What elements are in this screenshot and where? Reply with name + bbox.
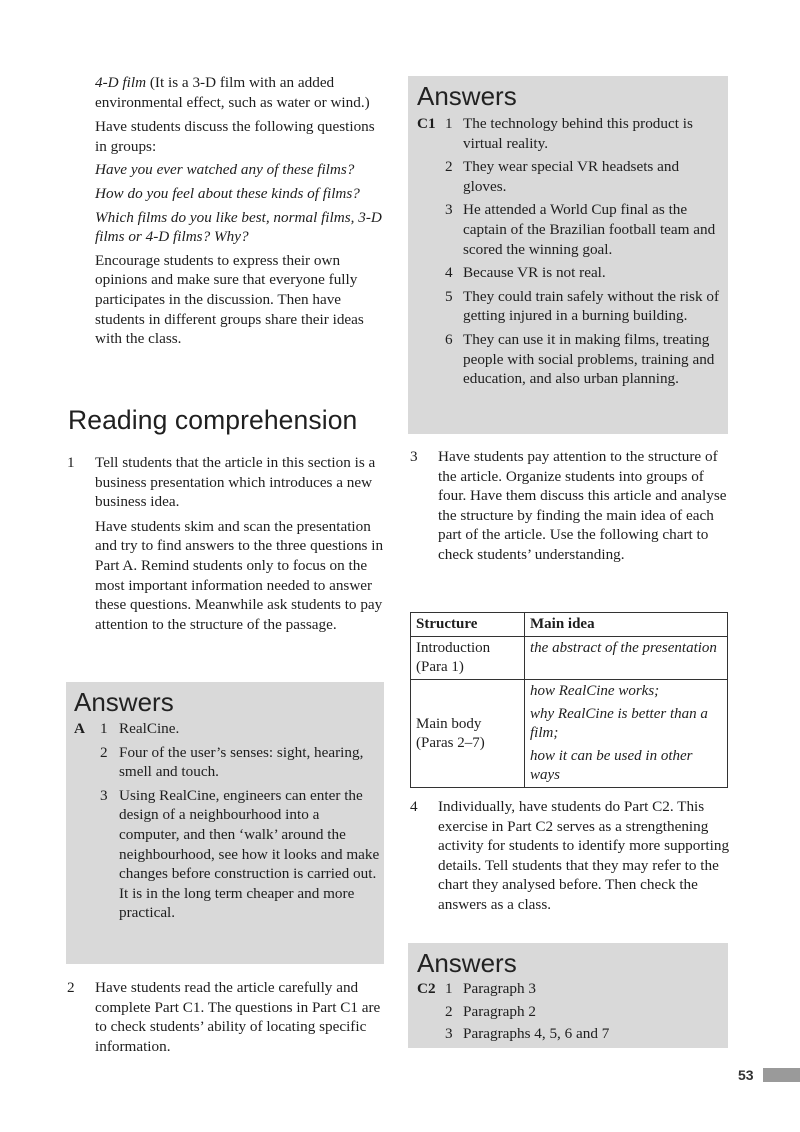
- answer-text: Paragraphs 4, 5, 6 and 7: [463, 1025, 610, 1043]
- answer-text: Four of the user’s senses: sight, hearing, smell and touch.: [119, 743, 364, 781]
- table-cell-structure: Introduction (Para 1): [411, 637, 525, 680]
- answer-text: They could train safely without the risk of getting injured in a burning building.: [463, 287, 720, 325]
- answer-item: [417, 157, 723, 196]
- discuss-instruction: Have students discuss the following questions in groups:: [95, 118, 375, 155]
- step-2: [67, 978, 385, 1056]
- film-definition: [95, 73, 385, 112]
- answers-box-c1: [408, 76, 728, 434]
- table-row: [411, 637, 728, 680]
- answer-number: 3: [445, 1025, 453, 1043]
- answer-label: C2: [417, 980, 436, 997]
- answers-c2-list: [417, 979, 723, 1044]
- step-3: [410, 447, 730, 565]
- structure-table: [410, 612, 728, 788]
- step-2-text: Have students read the article carefully and complete Part C1. The questions in Part C1 are to check students’ ability of locating specific information.: [95, 979, 381, 1055]
- answer-number: 3: [100, 786, 108, 804]
- answers-c1-list: [417, 114, 723, 389]
- table-cell-ideas: [525, 680, 728, 788]
- answer-item: [417, 114, 723, 153]
- answer-text: They can use it in making films, treating people with social problems, training and education, and also urban planning.: [463, 330, 715, 388]
- idea-line: how RealCine works;: [530, 683, 660, 699]
- answer-item: [417, 979, 723, 999]
- answer-text: They wear special VR headsets and gloves.: [463, 158, 680, 195]
- answer-number: 3: [445, 201, 453, 219]
- answer-number: 1: [445, 980, 453, 997]
- table-header-structure: Structure: [411, 613, 525, 637]
- film-term: 4-D film: [95, 74, 147, 91]
- answer-number: 2: [445, 158, 453, 176]
- answers-title: Answers: [417, 948, 517, 978]
- answers-a-list: [74, 719, 380, 923]
- answer-text: Paragraph 3: [463, 980, 536, 997]
- answer-text: Paragraph 2: [463, 1002, 536, 1020]
- answer-item: [74, 719, 380, 739]
- step-4-text: Individually, have students do Part C2. This exercise in Part C2 serves as a strengthening activity for students to identify more supporting details. Tell students that they may refer to the chart they analysed before. Then check the answers as a class.: [438, 798, 730, 913]
- step-4: [410, 797, 730, 915]
- answers-title: Answers: [417, 81, 517, 111]
- table-header-main-idea: Main idea: [525, 613, 728, 637]
- answer-text: Using RealCine, engineers can enter the design of a neighbourhood into a computer, and then ‘walk’ around the neighbourhood, see how it looks and make changes before construction is carried out. It is in the long term cheaper and more practical.: [119, 786, 380, 922]
- idea-line: why RealCine is better than a film;: [530, 706, 708, 741]
- step-1-para-1: Tell students that the article in this section is a business presentation which introduces a new business idea.: [95, 454, 376, 511]
- answer-item: [417, 263, 723, 283]
- step-number: 4: [410, 798, 418, 815]
- step-1-para-2: Have students skim and scan the presentation and try to find answers to the three questions in Part A. Remind students only to focus on the most important information needed to answer these questions. Meanwhile ask students to pay attention to the structure of the passage.: [95, 517, 384, 633]
- step-number: 2: [67, 979, 75, 996]
- answer-item: [417, 1024, 723, 1044]
- answer-text: Because VR is not real.: [463, 264, 606, 282]
- step-1: [67, 453, 385, 634]
- answer-label: C1: [417, 115, 436, 132]
- answers-box-c2: [408, 943, 728, 1048]
- answer-item: [417, 330, 723, 389]
- answer-text: The technology behind this product is virtual reality.: [463, 115, 693, 152]
- answer-item: [74, 743, 380, 782]
- question-3: Which films do you like best, normal films, 3-D films or 4-D films? Why?: [95, 208, 382, 246]
- table-cell-structure: Main body (Paras 2–7): [411, 680, 525, 788]
- answer-number: 2: [100, 743, 108, 761]
- film-def: (It is a 3-D film with an added environmental effect, such as water or wind.): [95, 74, 370, 111]
- step-number: 1: [67, 454, 75, 471]
- encourage-text: Encourage students to express their own opinions and make sure that everyone fully participates in the discussion. Then have students in different groups share their ideas with the class.: [95, 251, 364, 348]
- table-header-row: [411, 613, 728, 637]
- answer-item: [417, 200, 723, 259]
- answers-box-a: [66, 682, 384, 964]
- step-3-text: Have students pay attention to the structure of the article. Organize students into groups of four. Have them discuss this article and analyse the structure by finding the main idea of each part of the article. Use the following chart to check students’ understanding.: [438, 448, 727, 563]
- answer-number: 1: [445, 115, 453, 132]
- step-number: 3: [410, 448, 418, 465]
- answer-number: 5: [445, 287, 453, 305]
- page-number: 53: [738, 1067, 754, 1083]
- question-2: How do you feel about these kinds of films?: [95, 184, 360, 202]
- idea-line: how it can be used in other ways: [530, 748, 693, 783]
- left-intro: [95, 73, 385, 349]
- answer-number: 2: [445, 1002, 453, 1020]
- answer-item: [417, 1002, 723, 1022]
- answer-text: RealCine.: [119, 720, 180, 737]
- answer-number: 1: [100, 720, 108, 737]
- section-heading: Reading comprehension: [68, 405, 358, 435]
- answers-title: Answers: [74, 687, 174, 717]
- question-1: Have you ever watched any of these films?: [95, 161, 355, 179]
- page-number-bar: [763, 1068, 800, 1082]
- answer-number: 6: [445, 330, 453, 348]
- answer-number: 4: [445, 264, 453, 282]
- answer-item: [417, 287, 723, 326]
- answer-text: He attended a World Cup final as the captain of the Brazilian football team and scored the winning goal.: [463, 201, 716, 258]
- answer-label: A: [74, 720, 85, 737]
- table-row: [411, 680, 728, 788]
- table-cell-idea: the abstract of the presentation: [525, 637, 728, 680]
- answer-item: [74, 786, 380, 923]
